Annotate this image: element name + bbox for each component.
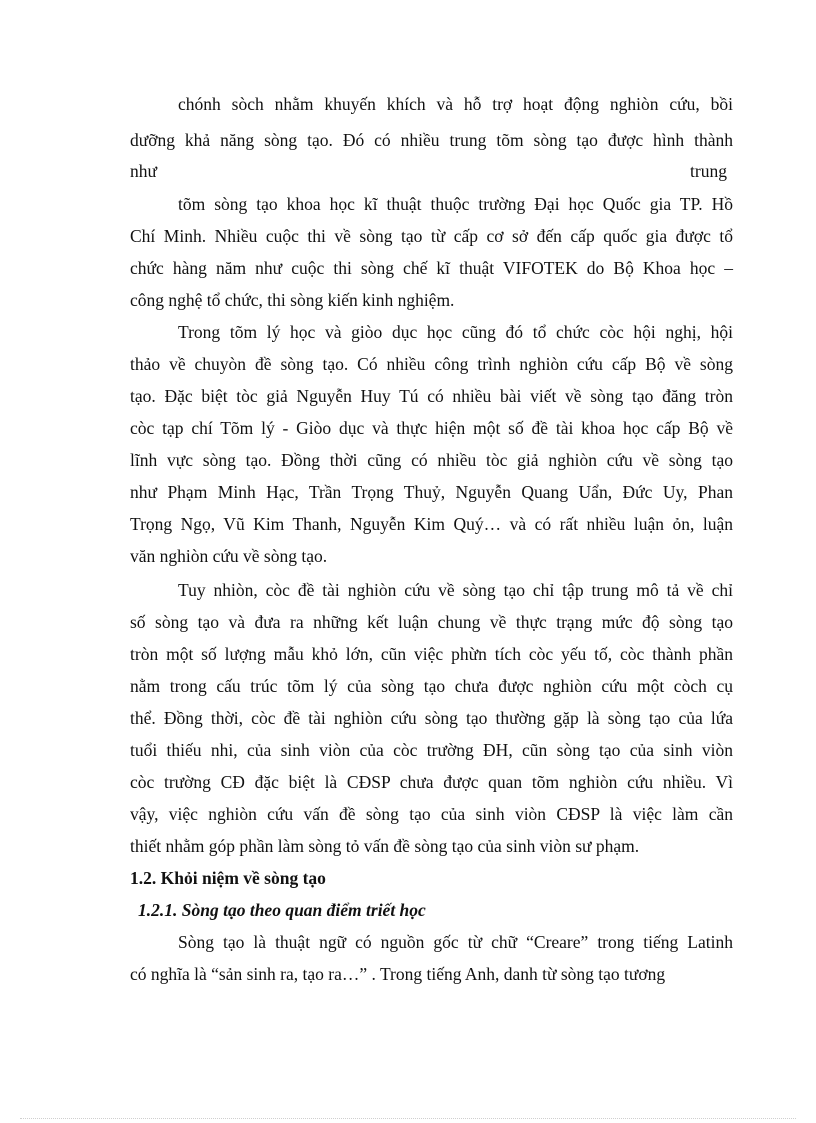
text-line: Sòng tạo là thuật ngữ có nguồn gốc từ chữ “Creare” trong tiếng Latinh xyxy=(178,932,733,952)
text-line: vậy, việc nghiòn cứu vấn đề sòng tạo của sinh viòn CĐSP là việc làm cần xyxy=(130,804,733,824)
text-line: tạo. Đặc biệt tòc giả Nguyễn Huy Tú có nhiều bài viết về sòng tạo đăng tròn xyxy=(130,386,733,406)
page-bottom-rule xyxy=(20,1118,796,1119)
text-line: Chí Minh. Nhiều cuộc thi về sòng tạo từ cấp cơ sở đến cấp quốc gia được tổ xyxy=(130,226,733,246)
text-line: Tuy nhiòn, còc đề tài nghiòn cứu về sòng tạo chỉ tập trung mô tả về chỉ xyxy=(178,580,733,600)
text-line: lĩnh vực sòng tạo. Đồng thời cũng có nhiều tòc giả nghiòn cứu về sòng tạo xyxy=(130,450,733,470)
text-line: thảo về chuyòn đề sòng tạo. Có nhiều công trình nghiòn cứu cấp Bộ về sòng xyxy=(130,354,733,374)
text-line: nằm trong cấu trúc tõm lý của sòng tạo chưa được nghiòn cứu một còch cụ xyxy=(130,676,733,696)
text-line: số sòng tạo và đưa ra những kết luận chung về thực trạng mức độ sòng tạo xyxy=(130,612,733,632)
text-line: chónh sòch nhằm khuyến khích và hỗ trợ hoạt động nghiòn cứu, bồi xyxy=(178,94,733,114)
text-line: như Phạm Minh Hạc, Trần Trọng Thuỷ, Nguyễn Quang Uẩn, Đức Uy, Phan xyxy=(130,482,733,502)
text-line: thiết nhằm góp phần làm sòng tỏ vấn đề sòng tạo của sinh viòn sư phạm. xyxy=(130,836,640,856)
text-line: dưỡng khả năng sòng tạo. Đó có nhiều trung tõm sòng tạo được hình thành xyxy=(130,130,733,150)
subsection-heading: 1.2.1. Sòng tạo theo quan điểm triết học xyxy=(138,900,426,920)
text-line: tõm sòng tạo khoa học kĩ thuật thuộc trường Đại học Quốc gia TP. Hồ xyxy=(178,194,733,214)
text-line: như xyxy=(130,161,157,181)
text-line: có nghĩa là “sản sinh ra, tạo ra…” . Trong tiếng Anh, danh từ sòng tạo tương xyxy=(130,964,666,984)
text-line: còc tạp chí Tõm lý - Giòo dục và thực hiện một số đề tài khoa học cấp Bộ về xyxy=(130,418,733,438)
text-line: Trong tõm lý học và giòo dục học cũng đó tổ chức còc hội nghị, hội xyxy=(178,322,733,342)
text-line: trung xyxy=(690,161,727,181)
text-line: tròn một số lượng mẫu khỏ lớn, cũn việc phừn tích còc yếu tố, còc thành phần xyxy=(130,644,733,664)
text-line: công nghệ tổ chức, thi sòng kiến kinh nghiệm. xyxy=(130,290,455,310)
text-line: tuổi thiếu nhi, của sinh viòn của còc trường ĐH, cũn sòng tạo của sinh viòn xyxy=(130,740,733,760)
section-heading: 1.2. Khỏi niệm về sòng tạo xyxy=(130,868,326,888)
text-line: chức hàng năm như cuộc thi sòng chế kĩ thuật VIFOTEK do Bộ Khoa học – xyxy=(130,258,733,278)
text-line: văn nghiòn cứu về sòng tạo. xyxy=(130,546,328,566)
text-line: thể. Đồng thời, còc đề tài nghiòn cứu sòng tạo thường gặp là sòng tạo của lứa xyxy=(130,708,733,728)
text-line: còc trường CĐ đặc biệt là CĐSP chưa được quan tõm nghiòn cứu nhiều. Vì xyxy=(130,772,733,792)
text-line: Trọng Ngọ, Vũ Kim Thanh, Nguyễn Kim Quý… và có rất nhiều luận ỏn, luận xyxy=(130,514,733,534)
